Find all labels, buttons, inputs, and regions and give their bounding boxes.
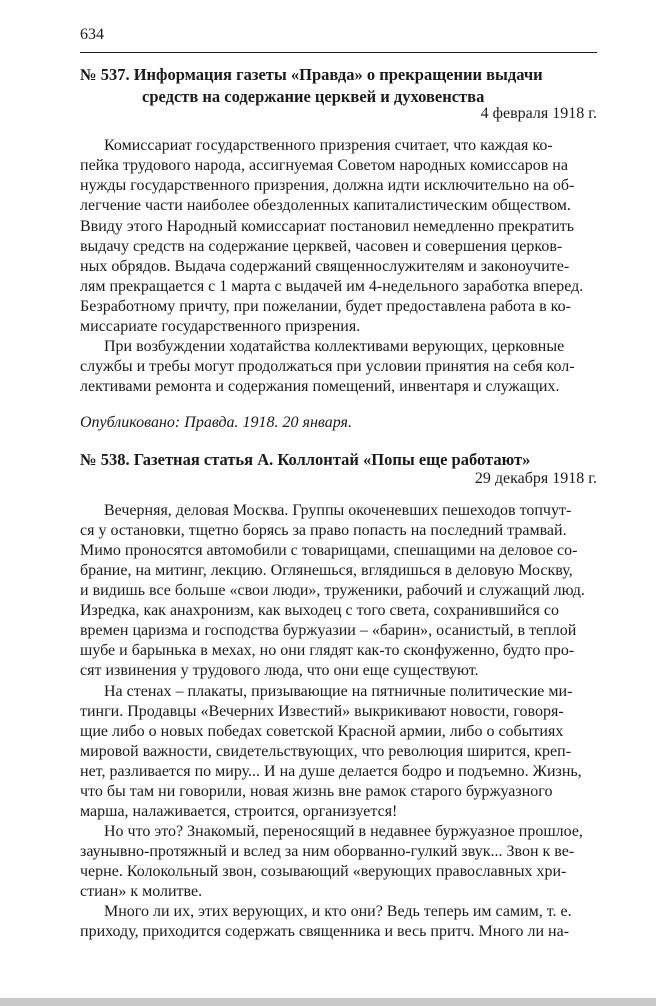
document-537-title-line1: № 537. Информация газеты «Правда» о прекращении выдачи	[80, 65, 543, 84]
body-line: Вечерняя, деловая Москва. Группы окоченевших пешеходов топчут-	[104, 502, 572, 519]
body-line: легчение части наиболее обездоленных капиталистическим обществом.	[80, 197, 571, 214]
document-537-title	[80, 64, 597, 108]
document-537-title-line2: средств на содержание церквей и духовенства	[142, 87, 485, 106]
document-538-title-line1: № 538. Газетная статья А. Коллонтай «Попы еще работают»	[80, 450, 531, 469]
body-line: стиан» к молитве.	[80, 883, 203, 900]
body-line: Много ли их, этих верующих, и кто они? Ведь теперь им самим, т. е.	[104, 903, 572, 920]
body-line: брание, на митинг, лекцию. Оглянешься, вглядишься в деловую Москву,	[80, 562, 573, 579]
body-line: черне. Колокольный звон, созывающий «верующих православных хри-	[80, 863, 567, 880]
body-line: нужды государственного призрения, должна идти исключительно на об-	[80, 177, 575, 194]
body-line: выдачу средств на содержание церквей, часовен и совершения церков-	[80, 238, 563, 255]
body-line: Но что это? Знакомый, переносящий в недавнее буржуазное прошлое,	[104, 823, 583, 840]
body-line: Комиссариат государственного призрения считает, что каждая ко-	[104, 137, 553, 154]
body-line: времен царизма и господства буржуазии – «барин», осанистый, в теплой	[80, 622, 577, 639]
body-line: Мимо проносятся автомобили с товарищами, спешащими на деловое со-	[80, 542, 578, 559]
body-line: На стенах – плакаты, призывающие на пятничные политические ми-	[104, 683, 573, 700]
body-line: сят извинения у трудового люда, что они еще существуют.	[80, 662, 479, 679]
document-537-source: Опубликовано: Правда. 1918. 20 января.	[80, 414, 352, 431]
body-line: миссариате государственного призрения.	[80, 318, 361, 335]
body-line: заунывно-протяжный и вслед за ним оборванно-гулкий звук... Звон к ве-	[80, 843, 575, 860]
body-line: службы и требы могут продолжаться при условии принятия на себя кол-	[80, 358, 575, 375]
body-line: Изредка, как анахронизм, как выходец с того света, сохранившийся со	[80, 602, 559, 619]
body-line: Безработному причту, при пожелании, будет предоставлена работа в ко-	[80, 298, 571, 315]
body-line: тинги. Продавцы «Вечерних Известий» выкрикивают новости, говоря-	[80, 703, 564, 720]
header-rule	[80, 52, 597, 53]
body-line: пейка трудового народа, ассигнуемая Советом народных комиссаров на	[80, 157, 568, 174]
body-line: и видишь все больше «свои люди», труженики, рабочий и служащий люд.	[80, 582, 585, 599]
body-line: приходу, приходится содержать священника и весь притч. Много ли на-	[80, 923, 570, 940]
body-line: ных обрядов. Выдача содержаний священнослужителям и законоучите-	[80, 258, 570, 275]
document-538-title	[80, 449, 597, 471]
page-bottom-edge	[0, 998, 656, 1006]
body-line: Ввиду этого Народный комиссариат постановил немедленно прекратить	[80, 218, 575, 235]
document-538-date: 29 декабря 1918 г.	[474, 470, 597, 487]
body-line: лям прекращается с 1 марта с выдачей им 4-недельного заработка вперед.	[80, 278, 584, 295]
body-line: ся у остановки, тщетно борясь за право попасть на последний трамвай.	[80, 522, 567, 539]
body-line: При возбуждении ходатайства коллективами верующих, церковные	[104, 338, 565, 355]
page-number: 634	[80, 26, 104, 43]
document-537-date: 4 февраля 1918 г.	[480, 105, 597, 122]
body-line: мировой важности, свидетельствующих, что революция ширится, креп-	[80, 743, 572, 760]
body-line: лективами ремонта и содержания помещений, инвентаря и служащих.	[80, 378, 560, 395]
body-line: щие либо о новых победах советской Красной армии, либо о событиях	[80, 723, 564, 740]
body-line: что бы там ни говорили, новая жизнь вне рамок старого буржуазного	[80, 783, 553, 800]
body-line: марша, налаживается, строится, организуется!	[80, 803, 398, 820]
body-line: шубе и барынька в мехах, но они глядят как-то сконфуженно, будто про-	[80, 642, 575, 659]
body-line: нет, разливается по миру... И на душе делается бодро и подъемно. Жизнь,	[80, 763, 582, 780]
